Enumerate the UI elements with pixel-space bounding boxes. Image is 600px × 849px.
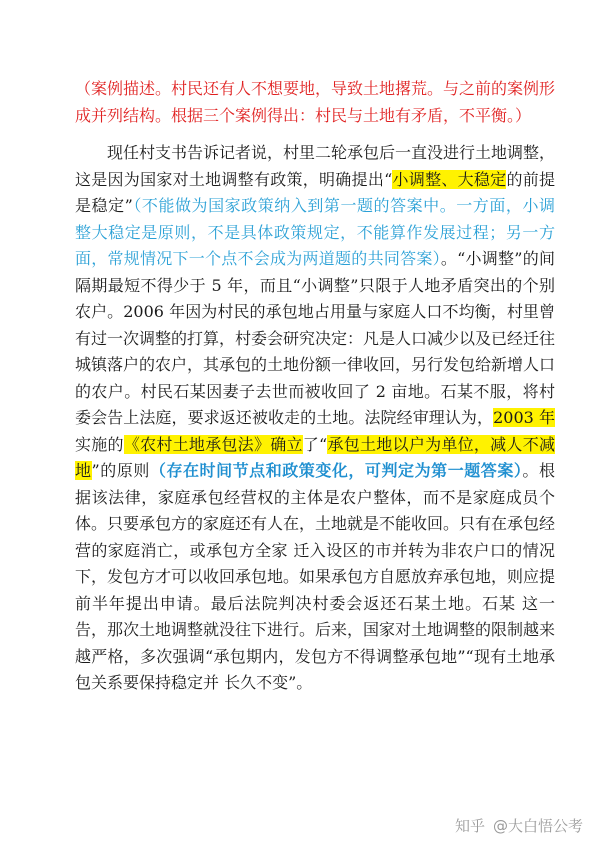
text-run: 。“小调整”的间隔期最短不得少于 5 年，而且“小调整”只限于人地矛盾突出的个别农户。2006 年因为村民的承包地占用量与家庭人口不均衡，村里曾有过一次调整的打算，村委会研究决定：凡是人口减少以及已经迁往城镇落户的农户，其承包的土地份额一律收回，另行发包给新增人口的农户。村民石某因妻子去世而被收回了 2 亩地。石某不服，将村委会告上法庭，要求返还被收走的土地。法院经审理认为， [75,249,556,427]
body-paragraph [75,140,555,697]
watermark [455,813,595,837]
text-run: ”的原则 [91,461,150,480]
text-run: 。根 据该法律，家庭承包经营权的主体是农户整体，而不是家庭成员个体。只要承包方的家庭还有人在，土地就是不能收回。只有在承包经营的家庭消亡，或承包方全家 迁入设区的市并转为非农户口的情况下，发包方才可以收回承包地。如果承包方自愿放弃承包地，则应提前半年提出申请。最后法院判决村委会返还石某土地。石某 这一告，那次土地调整就没往下进行。后来，国家对土地调整的限制越来越严格，多次强调“承包期内，发包方不得调整承包地”“现有土地承包关系要保持稳定并 长久不变”。 [75,461,556,692]
author-handle: @大白悟公考 [493,816,584,835]
platform-name: 知乎 [455,816,486,835]
text-run: 现任村支书告诉记者说，村里二轮承包后一直没进行土地调整，这是因为国家对土地调整有政策，明确提出“ [75,143,556,189]
highlight-law: 《农村土地承包法》确立 [123,434,303,454]
case-description-note: （案例描述。村民还有人不想要地，导致土地撂荒。与之前的案例形成并列结构。根据三个案例得出：村民与土地有矛盾，不平衡。） [75,79,556,125]
highlight-policy: 小调整、大稳定 [392,169,507,189]
answer-judgment-note: （存在时间节点和政策变化，可判定为第一题答案） [149,461,523,480]
highlight-principle: 承包土地以户为单位，减人不减地 [75,434,555,480]
highlight-year: 2003 年 [493,408,555,427]
analysis-note: （不能做为国家政策纳入到第一题的答案中。一方面，小调整大稳定是原则，不是具体政策规定，不能算作发展过程；另一方面，常规情况下一个点不会成为两道题的共同答案） [75,196,555,268]
text-run: 实施的 [75,434,124,454]
text-run: 的前提是稳定” [75,169,555,215]
text-run: 了“ [302,434,328,454]
